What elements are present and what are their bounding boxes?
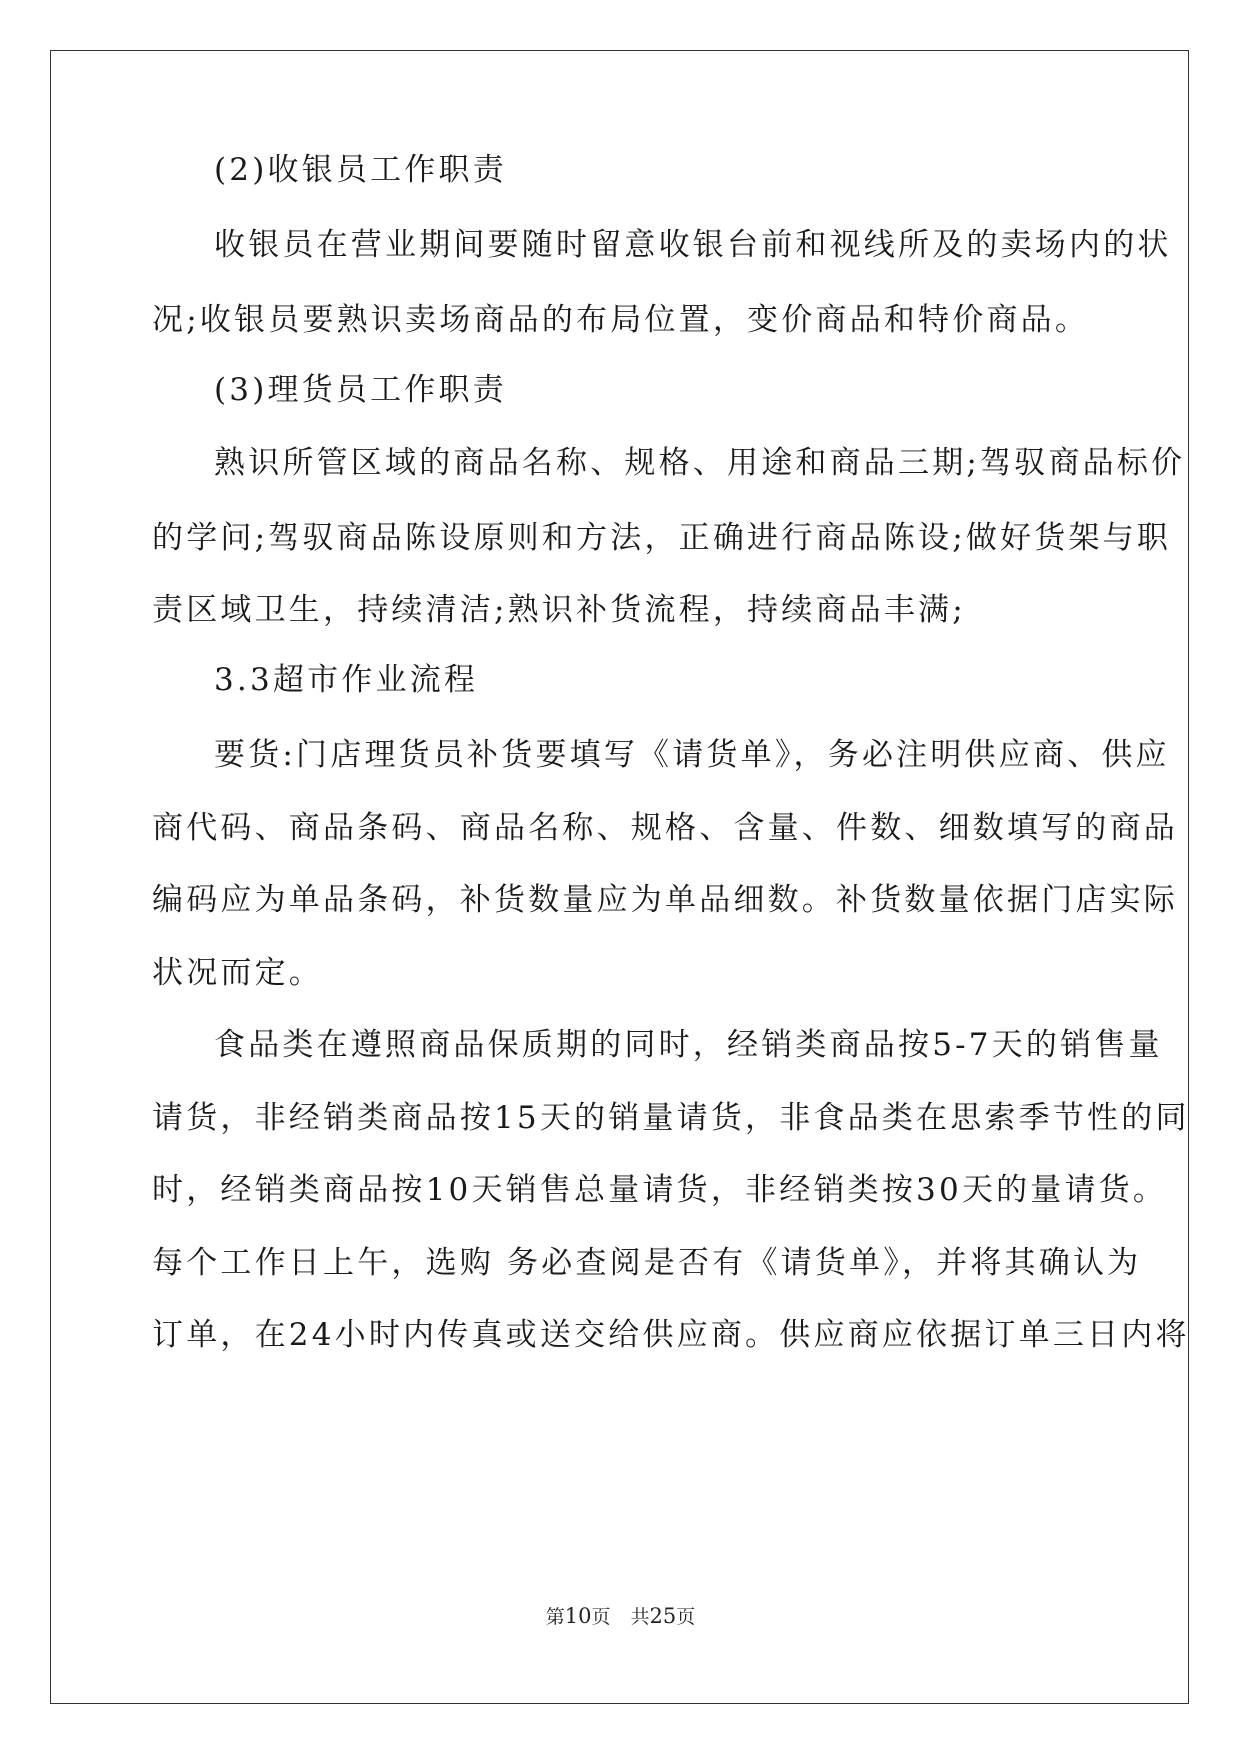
paragraph-line: 订单，在24小时内传真或送交给供应商。供应商应依据订单三日内将 — [152, 1317, 1190, 1353]
total-pages-number: 25 — [649, 1604, 677, 1628]
paragraph-line: 请货，非经销类商品按15天的销量请货，非食品类在思索季节性的同 — [152, 1100, 1190, 1136]
page-border — [50, 50, 1189, 1704]
section-heading-cashier: (2)收银员工作职责 — [214, 152, 507, 188]
paragraph-line: 责区域卫生，持续清洁;熟识补货流程，持续商品丰满; — [152, 592, 966, 628]
footer-prefix: 第 — [545, 1606, 565, 1628]
paragraph-line: 收银员在营业期间要随时留意收银台前和视线所及的卖场内的状 — [214, 227, 1172, 263]
paragraph-line: 每个工作日上午，选购 务必查阅是否有《请货单》，并将其确认为 — [152, 1245, 1142, 1281]
section-heading-stocker: (3)理货员工作职责 — [214, 372, 507, 408]
paragraph-line: 的学问;驾驭商品陈设原则和方法，正确进行商品陈设;做好货架与职 — [152, 520, 1172, 556]
current-page-number: 10 — [564, 1604, 592, 1628]
paragraph-line: 状况而定。 — [152, 955, 323, 991]
paragraph-line: 要货:门店理货员补货要填写《请货单》，务必注明供应商、供应 — [214, 737, 1170, 773]
footer-total-prefix: 共 — [630, 1606, 650, 1628]
paragraph-line: 食品类在遵照商品保质期的同时，经销类商品按5-7天的销售量 — [214, 1027, 1163, 1063]
page-number-footer — [0, 1604, 1241, 1629]
paragraph-line: 商代码、商品条码、商品名称、规格、含量、件数、细数填写的商品 — [152, 810, 1178, 846]
section-heading-workflow: 3.3超市作业流程 — [214, 662, 479, 698]
paragraph-line: 编码应为单品条码，补货数量应为单品细数。补货数量依据门店实际 — [152, 882, 1178, 918]
paragraph-line: 时，经销类商品按10天销售总量请货，非经销类按30天的量请货。 — [152, 1172, 1168, 1208]
paragraph-line: 熟识所管区域的商品名称、规格、用途和商品三期;驾驭商品标价 — [214, 445, 1186, 481]
footer-page-suffix: 页 — [591, 1606, 611, 1628]
footer-total-suffix: 页 — [676, 1606, 696, 1628]
paragraph-line: 况;收银员要熟识卖场商品的布局位置，变价商品和特价商品。 — [152, 302, 1090, 338]
